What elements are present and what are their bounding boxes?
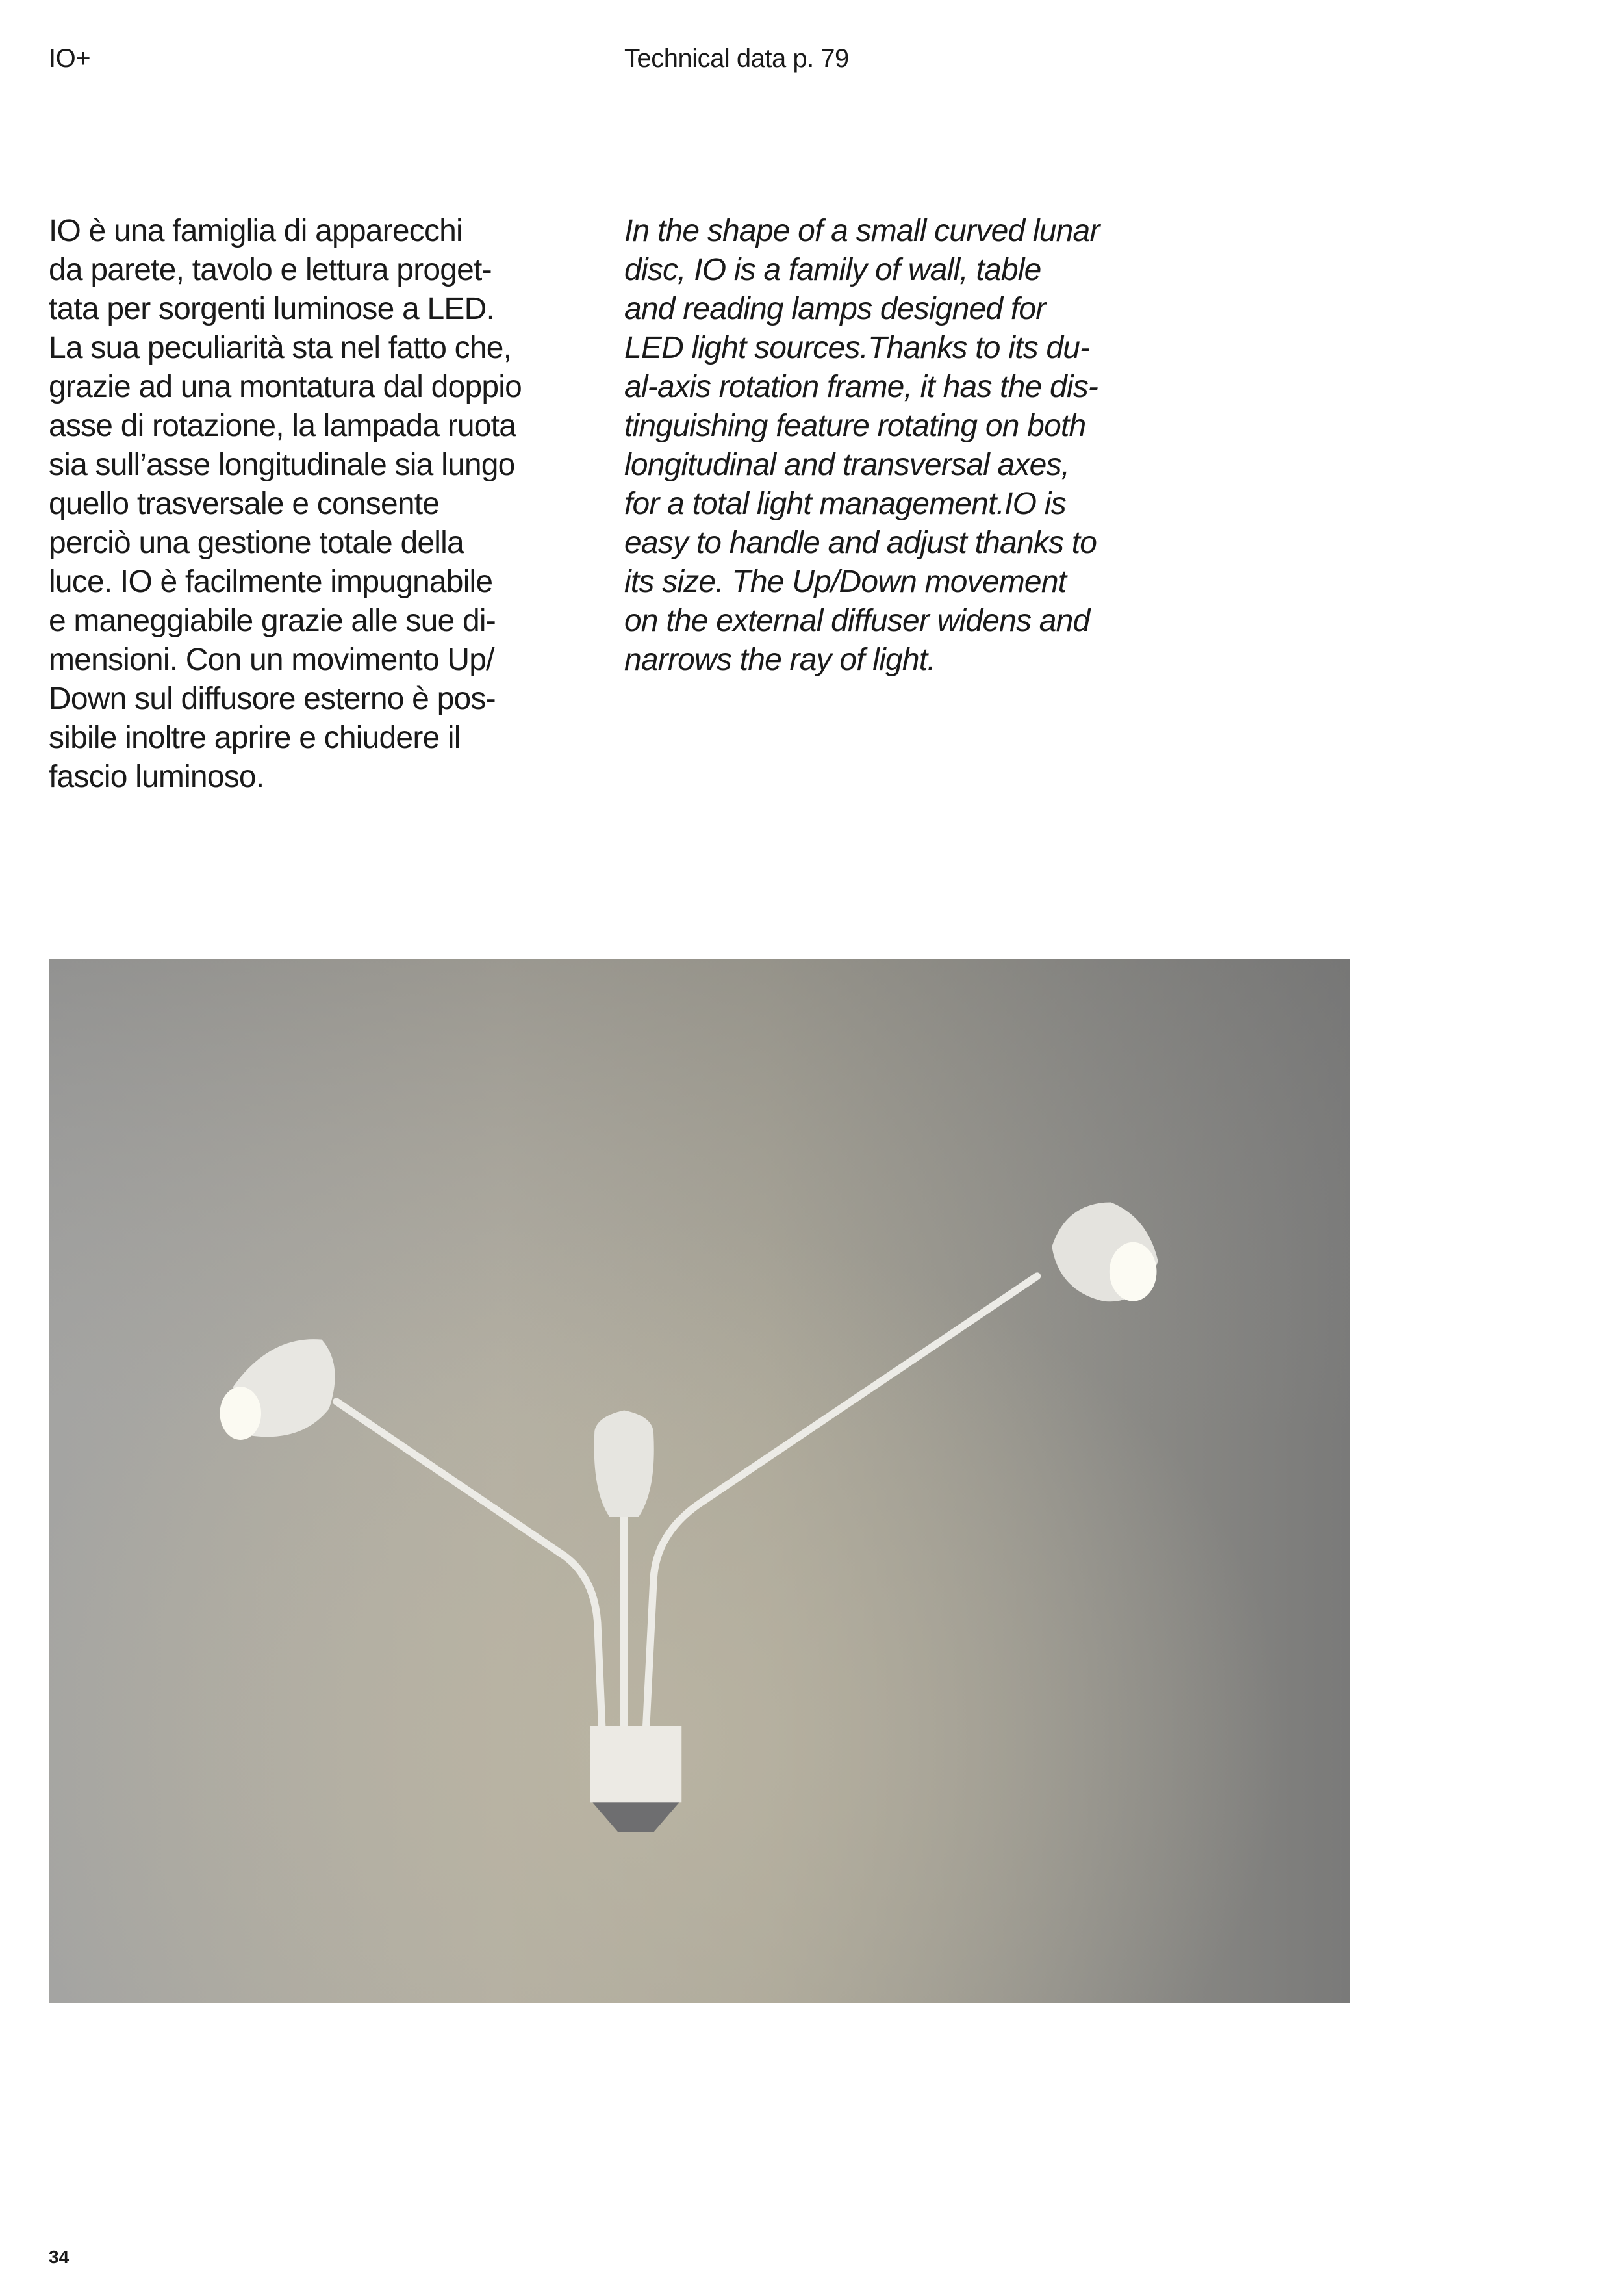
english-description: [624, 212, 1170, 680]
text-line: sia sull’asse longitudinale sia lungo: [49, 448, 515, 482]
product-name: IO+: [49, 44, 91, 73]
text-line: da parete, tavolo e lettura proget-: [49, 253, 492, 287]
text-line: longitudinal and transversal axes,: [624, 448, 1070, 482]
text-line: its size. The Up/Down movement: [624, 565, 1067, 599]
text-line: e maneggiabile grazie alle sue di-: [49, 604, 496, 638]
lamp-head-center: [594, 1411, 654, 1517]
text-line: In the shape of a small curved lunar: [624, 214, 1100, 248]
text-line: grazie ad una montatura dal doppio: [49, 370, 522, 404]
text-line: asse di rotazione, la lampada ruota: [49, 409, 516, 443]
text-line: LED light sources.Thanks to its du-: [624, 331, 1090, 365]
page-number: 34: [49, 2247, 70, 2267]
text-line: fascio luminoso.: [49, 760, 264, 794]
product-photo-wall-lamp: [49, 959, 1350, 2003]
text-line: on the external diffuser widens and: [624, 604, 1090, 638]
text-line: perciò una gestione totale della: [49, 526, 464, 560]
text-line: mensioni. Con un movimento Up/: [49, 643, 494, 677]
text-line: al-axis rotation frame, it has the dis-: [624, 370, 1098, 404]
text-line: luce. IO è facilmente impugnabile: [49, 565, 493, 599]
text-line: IO è una famiglia di apparecchi: [49, 214, 463, 248]
text-line: sibile inoltre aprire e chiudere il: [49, 721, 461, 755]
text-line: La sua peculiarità sta nel fatto che,: [49, 331, 512, 365]
technical-data-reference: Technical data p. 79: [624, 44, 849, 73]
italian-description: [49, 212, 588, 797]
text-line: for a total light management.IO is: [624, 487, 1066, 521]
text-line: and reading lamps designed for: [624, 292, 1046, 326]
text-line: disc, IO is a family of wall, table: [624, 253, 1041, 287]
text-line: tinguishing feature rotating on both: [624, 409, 1086, 443]
text-line: quello trasversale e consente: [49, 487, 440, 521]
text-line: tata per sorgenti luminose a LED.: [49, 292, 494, 326]
text-line: narrows the ray of light.: [624, 643, 935, 677]
text-line: easy to handle and adjust thanks to: [624, 526, 1097, 560]
text-line: Down sul diffusore esterno è pos-: [49, 682, 496, 716]
